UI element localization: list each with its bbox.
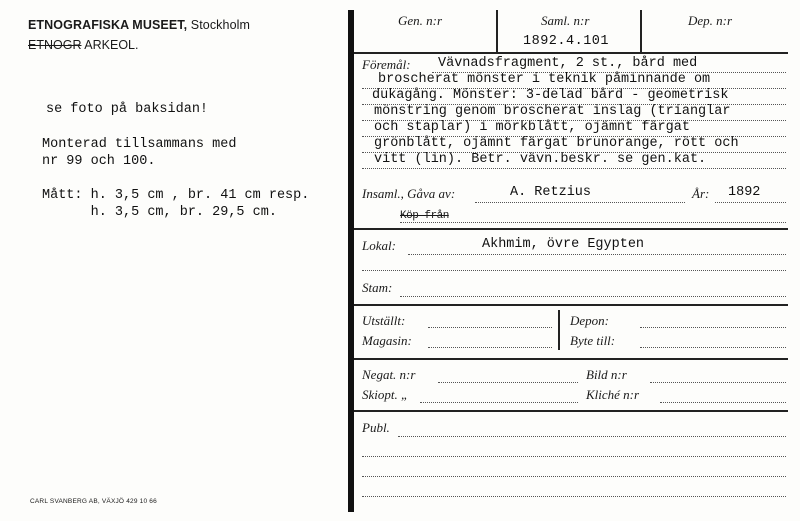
dotted-line [362, 152, 786, 153]
foremal-line: mönstring genom broscherat inslag (trianglar [374, 104, 731, 119]
dotted-line [362, 104, 786, 105]
foremal-label: Föremål: [362, 57, 411, 72]
dotted-line [428, 347, 552, 348]
department-struck: ETNOGR [28, 38, 82, 52]
dotted-line [650, 382, 786, 383]
vertical-divider [348, 10, 354, 512]
museum-title: ETNOGRAFISKA MUSEET, [28, 18, 188, 32]
section-rule [354, 228, 788, 230]
dotted-line [362, 136, 786, 137]
insaml-label: Insaml., Gåva av: [362, 186, 456, 201]
dotted-line [362, 476, 786, 477]
foremal-line: vitt (lin). Betr. vävn.beskr. se gen.kat. [374, 152, 707, 167]
dotted-line [640, 347, 786, 348]
ar-value: 1892 [728, 185, 761, 200]
dotted-line [715, 202, 786, 203]
negat-nr-label: Negat. n:r [362, 367, 416, 382]
saml-nr-label: Saml. n:r [541, 13, 590, 28]
bild-nr-label: Bild n:r [586, 367, 627, 382]
dotted-line [640, 327, 786, 328]
dotted-line [475, 202, 685, 203]
section-rule [354, 304, 788, 306]
museum-name [28, 18, 250, 32]
dotted-line [400, 222, 786, 223]
dotted-line [398, 436, 786, 437]
header-rule [354, 52, 788, 54]
dotted-line [400, 296, 786, 297]
dotted-line [362, 120, 786, 121]
foremal-line-1 [438, 56, 697, 71]
kliche-nr-label: Kliché n:r [586, 387, 640, 402]
dotted-line [362, 270, 786, 271]
dotted-line [432, 72, 786, 73]
department [28, 38, 138, 52]
saml-nr-value: 1892.4.101 [523, 34, 610, 49]
kop-fran-struck: Köp från [400, 210, 449, 222]
insaml-value: A. Retzius [510, 185, 592, 200]
dotted-line [408, 254, 786, 255]
foremal-line: grönblått, ojämnt färgat brunorange, rött och [374, 136, 739, 151]
foremal-line: dukagång. Mönster: 3-delad bård - geometrisk [372, 88, 729, 103]
dotted-line [362, 456, 786, 457]
utstallt-label: Utställt: [362, 313, 406, 328]
note-measurements: Mått: h. 3,5 cm , br. 41 cm resp. h. 3,5 cm, br. 29,5 cm. [42, 188, 310, 220]
dotted-line [420, 402, 578, 403]
department-name: ARKEOL. [84, 38, 139, 52]
depon-label: Depon: [570, 313, 609, 328]
foremal-line: och staplar) i mörkblått, ojämnt färgat [374, 120, 690, 135]
magasin-label: Magasin: [362, 333, 412, 348]
dotted-line [362, 88, 786, 89]
skiopt-label: Skiopt. „ [362, 387, 409, 402]
foremal-line: broscherat mönster i teknik påminnande om [378, 72, 711, 87]
dotted-line [428, 327, 552, 328]
printer-imprint: CARL SVANBERG AB, VÄXJÖ 429 10 66 [30, 498, 157, 505]
foremal-title: Vävnadsfragment, [438, 56, 568, 71]
note-photo: se foto på baksidan! [46, 102, 209, 117]
dotted-line [362, 496, 786, 497]
stam-label: Stam: [362, 280, 393, 295]
section-rule [354, 410, 788, 412]
publ-label: Publ. [362, 420, 390, 435]
section-rule [354, 358, 788, 360]
dep-nr-label: Dep. n:r [688, 13, 733, 28]
lokal-label: Lokal: [362, 238, 396, 253]
header-divider [496, 10, 498, 52]
foremal-line-1-rest: 2 st., bård med [567, 56, 698, 71]
gen-nr-label: Gen. n:r [398, 13, 443, 28]
ar-label: År: [692, 186, 710, 201]
section-divider [558, 310, 560, 350]
museum-city: Stockholm [190, 18, 251, 32]
lokal-value: Akhmim, övre Egypten [482, 237, 645, 252]
dotted-line [362, 168, 786, 169]
header-divider [640, 10, 642, 52]
note-mounted: Monterad tillsammans med nr 99 och 100. [42, 137, 237, 169]
dotted-line [438, 382, 578, 383]
dotted-line [660, 402, 786, 403]
byte-till-label: Byte till: [570, 333, 616, 348]
